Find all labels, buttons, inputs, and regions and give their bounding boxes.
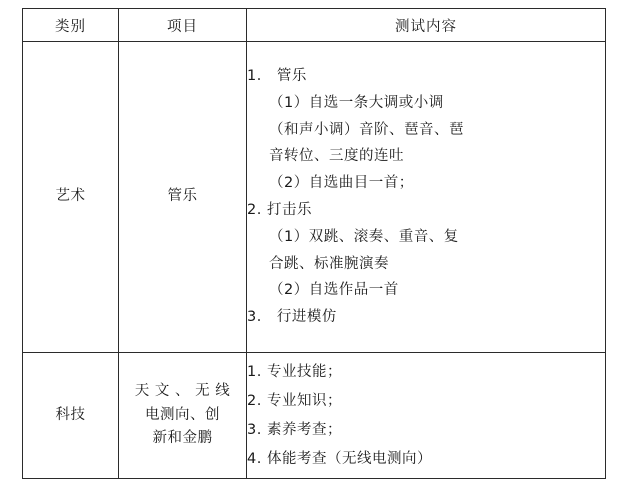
content-line: 2. 专业知识； [247,392,342,409]
content-line: 4. 体能考查（无线电测向） [247,450,432,467]
content-line: 音转位、三度的连吐 [269,148,404,165]
table-header-row [23,9,606,42]
content-line: （1）双跳、滚奏、重音、复 [269,228,459,245]
cell-category-technology: 科技 [23,353,119,479]
table-row [23,42,606,353]
column-header-content: 测试内容 [247,9,606,42]
column-header-item: 项目 [119,9,247,42]
cell-item-wind-music: 管乐 [119,42,247,353]
item-line: 天 文 、 无 线 [134,383,231,400]
content-line: （2）自选曲目一首； [269,175,414,192]
cell-item-technology [119,353,247,479]
item-line: 新和金鹏 [152,430,213,447]
table-body [23,42,606,479]
content-line: 3． 行进模仿 [247,309,337,326]
table-row [23,353,606,479]
cell-content-art [247,42,606,353]
content-line: （2）自选作品一首 [269,282,399,299]
content-line: （1）自选一条大调或小调 [269,94,444,111]
cell-category-art: 艺术 [23,42,119,353]
item-line: 电测向、创 [145,406,220,423]
cell-content-technology [247,353,606,479]
column-header-category: 类别 [23,9,119,42]
content-line: 1． 管乐 [247,67,307,84]
test-content-table [22,8,606,479]
table-header [23,9,606,42]
content-line: 1. 专业技能； [247,363,342,380]
content-line: 2. 打击乐 [247,202,312,218]
content-line: （和声小调）音阶、琶音、琶 [269,121,464,138]
content-line: 合跳、标准腕演奏 [269,255,389,272]
content-line: 3. 素养考查； [247,421,342,438]
